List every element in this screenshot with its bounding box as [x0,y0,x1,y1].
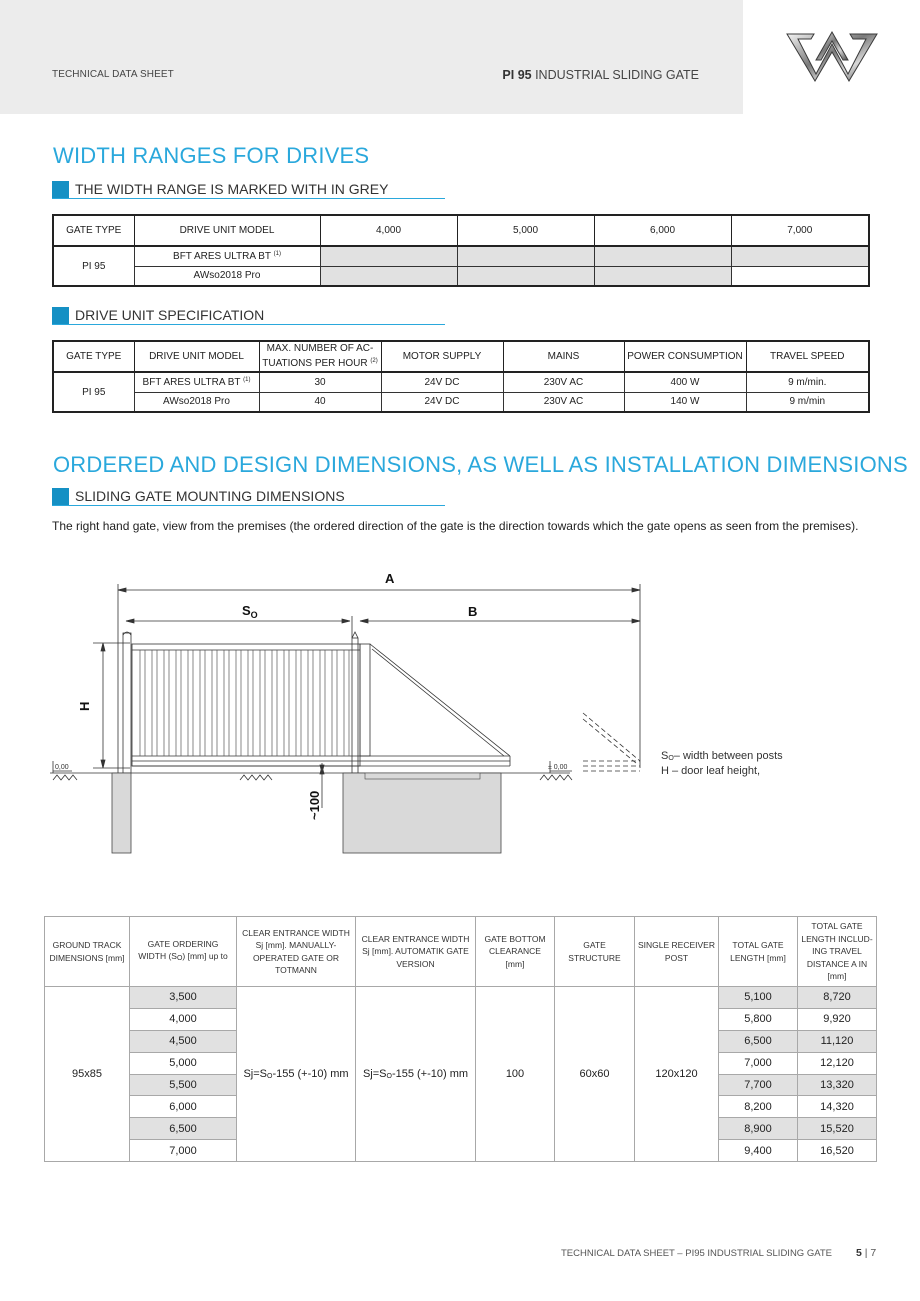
clear-auto-cell: $Sj=S_O-155$ (+-10) mm [356,987,476,1162]
dimensions-table [44,916,877,1162]
header-clear-auto: CLEAR ENTRANCE WIDTH Sj [mm]. AUTOMATIK GATE VERSION [356,917,476,987]
subsection-title: THE WIDTH RANGE IS MARKED WITH IN GREY [75,181,389,197]
header-power-consumption: POWER CONSUMPTION [624,341,746,372]
mains-cell: 230V AC [503,392,624,412]
ordering-width-cell: 5,500 [130,1074,237,1096]
range-cell-grey [594,246,731,266]
gate-type-cell: PI 95 [53,246,134,286]
range-cell-grey [457,246,594,266]
description-paragraph: The right hand gate, view from the premises (the ordered direction of the gate is the direction towards which the gate opens as seen from the premises). [52,519,859,533]
subsection-title: SLIDING GATE MOUNTING DIMENSIONS [75,488,345,504]
total-travel-cell: 9,920 [798,1008,877,1030]
ordering-width-cell: 6,000 [130,1096,237,1118]
total-length-cell: 5,800 [719,1008,798,1030]
total-length-cell: 7,700 [719,1074,798,1096]
footer-text: TECHNICAL DATA SHEET – PI95 INDUSTRIAL SLIDING GATE [561,1248,832,1259]
header-bottom-clearance: GATE BOTTOM CLEARANCE [mm] [476,917,555,987]
legend-h: H – door leaf height, [661,765,761,777]
width-ranges-table [52,214,870,287]
page-number: 5 | 7 [856,1247,877,1259]
power-cell: 140 W [624,392,746,412]
motor-supply-cell: 24V DC [381,372,503,392]
range-cell-grey [320,246,457,266]
total-length-cell: 8,900 [719,1118,798,1140]
total-travel-cell: 8,720 [798,987,877,1009]
sliding-gate-diagram [50,568,810,860]
level-label-left: 0,00 [55,764,69,771]
total-travel-cell: 12,120 [798,1052,877,1074]
mains-cell: 230V AC [503,372,624,392]
total-length-cell: 6,500 [719,1030,798,1052]
header-width-4000: 4,000 [320,215,457,246]
total-travel-cell: 13,320 [798,1074,877,1096]
ordering-width-cell: 4,500 [130,1030,237,1052]
ground-track-cell: 95x85 [45,987,130,1162]
power-cell: 400 W [624,372,746,392]
header-clear-manual: CLEAR ENTRANCE WIDTH Sj [mm]. MANUALLY-OPERATED GATE OR TOTMANN [237,917,356,987]
actuations-cell: 40 [259,392,381,412]
header-width-5000: 5,000 [457,215,594,246]
range-cell-grey [594,266,731,286]
section-marker-square [52,307,69,324]
legend-so: $S_O-$ width between posts [661,750,783,762]
range-cell-grey [320,266,457,286]
ordering-width-cell: 5,000 [130,1052,237,1074]
total-travel-cell: 14,320 [798,1096,877,1118]
total-travel-cell: 11,120 [798,1030,877,1052]
header-mains: MAINS [503,341,624,372]
table-row [53,266,869,286]
header-ground-track: GROUND TRACK DIMENSIONS [mm] [45,917,130,987]
total-length-cell: 9,400 [719,1140,798,1162]
ordering-width-cell: 3,500 [130,987,237,1009]
total-travel-cell: 15,520 [798,1118,877,1140]
dimension-label-100: ~100 [307,790,322,820]
subsection-width-range-grey [52,181,445,199]
table-row [53,392,869,412]
ordering-width-cell: 7,000 [130,1140,237,1162]
drive-model-cell: BFT ARES ULTRA BT $^{(1)}$ [134,246,320,266]
header-width-7000: 7,000 [731,215,869,246]
header-width-6000: 6,000 [594,215,731,246]
table-row [53,246,869,266]
bottom-clearance-cell: 100 [476,987,555,1162]
ordering-width-cell: 4,000 [130,1008,237,1030]
header-ordering-width: GATE ORDERING WIDTH $(S_O)$ [mm] up to [130,917,237,987]
dimension-label-so: $S_O$ [242,603,258,620]
total-length-cell: 7,000 [719,1052,798,1074]
subsection-mounting-dimensions [52,488,445,506]
section-marker-square [52,488,69,505]
header-total-with-travel: TOTAL GATE LENGTH INCLUD-ING TRAVEL DISTANCE A IN [mm] [798,917,877,987]
section-title-width-ranges: WIDTH RANGES FOR DRIVES [53,143,370,168]
table-row [53,372,869,392]
speed-cell: 9 m/min. [746,372,869,392]
level-label-right: ± 0,00 [548,764,568,771]
product-code: PI 95 [502,68,532,82]
total-length-cell: 5,100 [719,987,798,1009]
drive-model-cell: AWso2018 Pro [134,392,259,412]
range-cell-grey [457,266,594,286]
total-travel-cell: 16,520 [798,1140,877,1162]
gate-type-cell: PI 95 [53,372,134,412]
header-gate-type: GATE TYPE [53,341,134,372]
dimension-label-a: A [385,571,395,586]
receiver-post-cell: 120x120 [635,987,719,1162]
section-title-dimensions: ORDERED AND DESIGN DIMENSIONS, AS WELL AS INSTALLATION DIMENSIONS [53,452,908,477]
clear-manual-cell: $Sj=S_O-155$ (+-10) mm [237,987,356,1162]
speed-cell: 9 m/min [746,392,869,412]
subsection-drive-unit-specification [52,307,445,325]
header-drive-unit-model: DRIVE UNIT MODEL [134,215,320,246]
table-row [45,987,877,1009]
actuations-cell: 30 [259,372,381,392]
drive-model-cell: AWso2018 Pro [134,266,320,286]
header-travel-speed: TRAVEL SPEED [746,341,869,372]
dimension-label-b: B [468,604,478,619]
header-gate-type: GATE TYPE [53,215,134,246]
range-cell-empty [731,266,869,286]
range-cell-grey [731,246,869,266]
header-band [0,0,743,114]
w-logo-icon [786,30,878,82]
product-title [502,68,699,82]
header-gate-structure: GATE STRUCTURE [555,917,635,987]
ordering-width-cell: 6,500 [130,1118,237,1140]
header-motor-supply: MOTOR SUPPLY [381,341,503,372]
header-max-actuations: MAX. NUMBER OF AC-TUATIONS PER HOUR $^{(2)}$ [259,341,381,372]
dimension-label-h: H [77,701,92,711]
gate-structure-cell: 60x60 [555,987,635,1162]
drive-model-cell: BFT ARES ULTRA BT $^{(1)}$ [134,372,259,392]
header-total-length: TOTAL GATE LENGTH [mm] [719,917,798,987]
product-name: INDUSTRIAL SLIDING GATE [535,68,699,82]
section-marker-square [52,181,69,198]
diagram-legend [661,750,783,777]
document-type-label: TECHNICAL DATA SHEET [52,69,174,80]
subsection-title: DRIVE UNIT SPECIFICATION [75,307,265,323]
total-length-cell: 8,200 [719,1096,798,1118]
motor-supply-cell: 24V DC [381,392,503,412]
drive-unit-spec-table [52,340,870,413]
header-drive-unit-model: DRIVE UNIT MODEL [134,341,259,372]
header-receiver-post: SINGLE RECEIVER POST [635,917,719,987]
